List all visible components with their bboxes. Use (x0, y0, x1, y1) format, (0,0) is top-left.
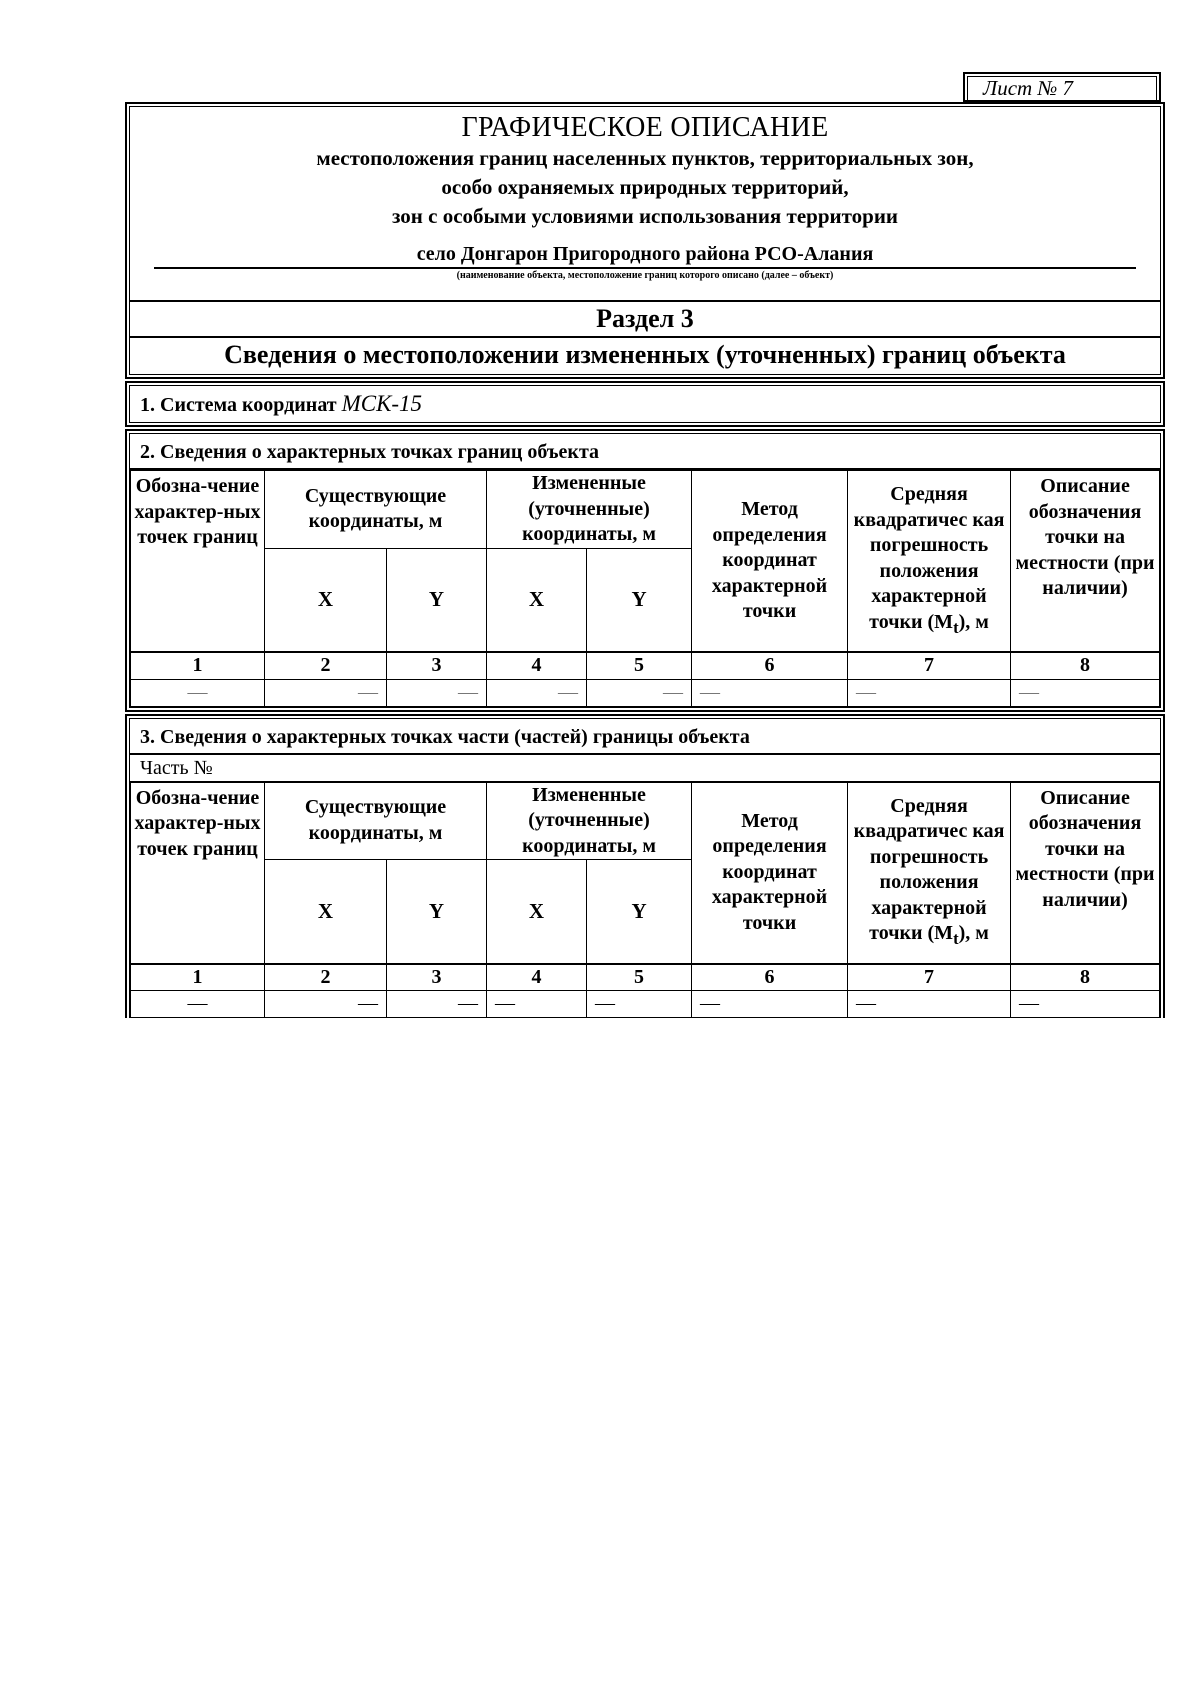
table-cell: — (1011, 679, 1160, 706)
points-heading: 2. Сведения о характерных точках границ объекта (130, 434, 1160, 470)
table-cell: — (692, 679, 848, 706)
column-number: 4 (487, 652, 587, 679)
col-header-error: Средняя квадратичес кая погрешность положения характерной точки $(M_t)$, м (848, 782, 1011, 964)
table-cell: — (587, 991, 692, 1018)
col-header-existing: Существующие координаты, м (265, 471, 487, 549)
table-cell: — (265, 991, 387, 1018)
points-block (125, 429, 1165, 712)
column-number: 5 (587, 652, 692, 679)
section-number: Раздел 3 (130, 300, 1160, 336)
col-header-error: Средняя квадратичес кая погрешность положения характерной точки $(M_t)$, м (848, 471, 1011, 653)
col-header-method: Метод определения координат характерной точки (692, 782, 848, 964)
table-cell: — (387, 991, 487, 1018)
section-title: Сведения о местоположении измененных (уточненных) границ объекта (130, 336, 1160, 374)
col-header-x-existing: X (265, 860, 387, 964)
column-number: 6 (692, 964, 848, 991)
sheet-number: Лист № 7 (983, 76, 1074, 100)
column-number: 3 (387, 652, 487, 679)
object-name: село Донгарон Пригородного района РСО-Алания (416, 243, 874, 265)
col-header-y-changed: Y (587, 860, 692, 964)
part-number-label: Часть № (130, 755, 1160, 782)
col-header-changed: Измененные (уточненные) координаты, м (487, 782, 692, 860)
col-header-x-existing: X (265, 548, 387, 652)
sheet-number-box (963, 72, 1161, 102)
document-frame (125, 102, 1165, 1018)
col-header-y-existing: Y (387, 860, 487, 964)
col-header-point: Обозна-чение характер-ных точек границ (131, 782, 265, 964)
column-number: 8 (1011, 964, 1160, 991)
column-number: 3 (387, 964, 487, 991)
table-cell: — (587, 679, 692, 706)
col-header-x-changed: X (487, 860, 587, 964)
header-block (125, 102, 1165, 379)
document-title: ГРАФИЧЕСКОЕ ОПИСАНИЕ (461, 112, 829, 143)
column-number: 7 (848, 964, 1011, 991)
column-numbers-row (131, 652, 1160, 679)
table-cell: — (692, 991, 848, 1018)
table-cell: — (1011, 991, 1160, 1018)
coord-system-row (130, 386, 1160, 422)
col-header-point: Обозна-чение характер-ных точек границ (131, 471, 265, 653)
column-number: 6 (692, 652, 848, 679)
table-cell: — (387, 679, 487, 706)
parts-heading: 3. Сведения о характерных точках части (частей) границы объекта (130, 719, 1160, 755)
col-header-description: Описание обозначения точки на местности (при наличии) (1011, 782, 1160, 964)
table-cell: — (131, 991, 265, 1018)
table-row (131, 991, 1160, 1018)
column-number: 7 (848, 652, 1011, 679)
col-header-y-changed: Y (587, 548, 692, 652)
col-header-method: Метод определения координат характерной точки (692, 471, 848, 653)
object-caption: (наименование объекта, местоположение границ которого описано (далее – объект) (456, 270, 834, 281)
column-number: 8 (1011, 652, 1160, 679)
col-header-x-changed: X (487, 548, 587, 652)
subtitle-line-3: зон с особыми условиями использования территории (391, 204, 899, 228)
column-number: 1 (131, 652, 265, 679)
table-row (131, 679, 1160, 706)
column-numbers-row (131, 964, 1160, 991)
column-number: 2 (265, 652, 387, 679)
column-number: 1 (131, 964, 265, 991)
table-cell: — (487, 991, 587, 1018)
col-header-y-existing: Y (387, 548, 487, 652)
coord-system-label: 1. Система координат (140, 394, 337, 416)
parts-table (130, 782, 1160, 1019)
column-number: 2 (265, 964, 387, 991)
coord-system-block (125, 381, 1165, 427)
table-cell: — (265, 679, 387, 706)
object-underline (154, 267, 1136, 269)
col-header-existing: Существующие координаты, м (265, 782, 487, 860)
column-number: 4 (487, 964, 587, 991)
col-header-description: Описание обозначения точки на местности (при наличии) (1011, 471, 1160, 653)
coord-system-value: МСК-15 (341, 391, 423, 416)
table-cell: — (848, 991, 1011, 1018)
column-number: 5 (587, 964, 692, 991)
points-table (130, 470, 1160, 707)
subtitle-line-1: местоположения границ населенных пунктов, территориальных зон, (316, 146, 974, 170)
subtitle-line-2: особо охраняемых природных территорий, (441, 175, 849, 199)
table-cell: — (131, 679, 265, 706)
col-header-changed: Измененные (уточненные) координаты, м (487, 471, 692, 549)
parts-block (125, 714, 1165, 1019)
table-cell: — (487, 679, 587, 706)
table-cell: — (848, 679, 1011, 706)
